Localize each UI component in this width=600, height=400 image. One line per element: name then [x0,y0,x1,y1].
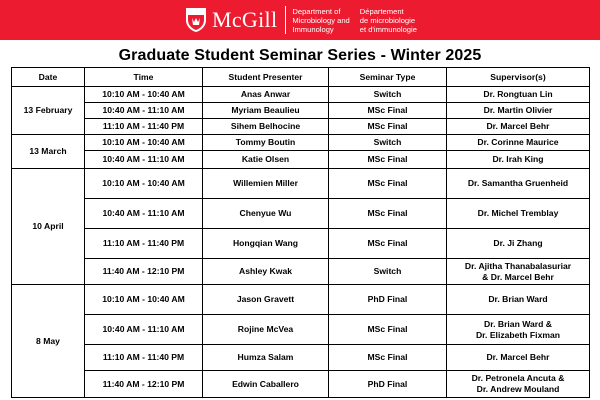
supervisor-cell [447,199,590,229]
supervisor-name: Dr. Irah King [492,154,544,164]
time-cell: 10:40 AM - 11:10 AM [85,315,203,345]
presenter-cell: Myriam Beaulieu [203,103,329,119]
presenter-cell: Hongqian Wang [203,229,329,259]
date-cell: 13 March [12,135,85,169]
department-name-en: Department of Microbiology and Immunology [292,6,350,34]
presenter-cell: Sihem Belhocine [203,119,329,135]
table-row [12,151,590,169]
supervisor-cell [447,87,590,103]
supervisor-name: Dr. Elizabeth Fixman [475,329,561,340]
date-cell: 10 April [12,169,85,285]
column-header-supervisors: Supervisor(s) [447,68,590,87]
supervisor-name: Dr. Samantha Gruenheid [467,178,569,188]
supervisor-cell [447,151,590,169]
supervisor-name: Dr. Marcel Behr [486,352,550,362]
supervisor-cell [447,169,590,199]
presenter-cell: Rojine McVea [203,315,329,345]
supervisor-name: Dr. Martin Olivier [483,105,553,115]
table-row [12,315,590,345]
header-banner [0,0,600,40]
time-cell: 11:10 AM - 11:40 PM [85,229,203,259]
supervisor-cell [447,259,590,285]
supervisor-cell [447,315,590,345]
seminar-type-cell: MSc Final [329,169,447,199]
seminar-schedule-table [11,67,590,398]
presenter-cell: Ashley Kwak [203,259,329,285]
presenter-cell: Willemien Miller [203,169,329,199]
time-cell: 10:10 AM - 10:40 AM [85,169,203,199]
supervisor-name: Dr. Rongtuan Lin [483,89,553,99]
presenter-cell: Katie Olsen [203,151,329,169]
date-cell: 8 May [12,285,85,398]
supervisor-cell [447,285,590,315]
seminar-type-cell: MSc Final [329,103,447,119]
seminar-type-cell: PhD Final [329,371,447,398]
time-cell: 11:40 AM - 12:10 PM [85,259,203,285]
seminar-type-cell: MSc Final [329,315,447,345]
supervisor-name: & Dr. Marcel Behr [482,271,554,282]
seminar-type-cell: Switch [329,87,447,103]
supervisor-name: Dr. Petronela Ancuta & [471,373,565,383]
column-header-presenter: Student Presenter [203,68,329,87]
seminar-type-cell: MSc Final [329,199,447,229]
supervisor-name: Dr. Andrew Mouland [476,384,560,394]
table-row [12,87,590,103]
seminar-type-cell: MSc Final [329,151,447,169]
time-cell: 10:10 AM - 10:40 AM [85,87,203,103]
table-row [12,103,590,119]
seminar-type-cell: Switch [329,135,447,151]
table-row [12,371,590,398]
seminar-type-cell: Switch [329,259,447,285]
supervisor-name: Dr. Brian Ward [488,294,548,304]
time-cell: 10:40 AM - 11:10 AM [85,151,203,169]
table-body [12,87,590,398]
table-header-row [12,68,590,87]
supervisor-name: Dr. Marcel Behr [486,121,550,131]
supervisor-name: Dr. Ji Zhang [493,238,543,248]
supervisor-cell [447,135,590,151]
supervisor-cell [447,371,590,398]
supervisor-name: Dr. Corinne Maurice [477,137,559,147]
seminar-type-cell: MSc Final [329,345,447,371]
table-row [12,135,590,151]
time-cell: 10:10 AM - 10:40 AM [85,135,203,151]
page-title: Graduate Student Seminar Series - Winter 2025 [118,47,482,64]
seminar-type-cell: PhD Final [329,285,447,315]
table-row [12,169,590,199]
column-header-seminar-type: Seminar Type [329,68,447,87]
table-row [12,285,590,315]
presenter-cell: Anas Anwar [203,87,329,103]
seminar-type-cell: MSc Final [329,119,447,135]
column-header-time: Time [85,68,203,87]
column-header-date: Date [12,68,85,87]
department-name-fr: Département de microbiologie et d'immunologie [359,6,417,34]
mcgill-logo [185,6,427,34]
presenter-cell: Chenyue Wu [203,199,329,229]
table-row [12,229,590,259]
mcgill-crest-icon [185,7,207,33]
supervisor-cell [447,103,590,119]
logo-wordmark: McGill [212,7,278,32]
table-row [12,259,590,285]
presenter-cell: Edwin Caballero [203,371,329,398]
supervisor-cell [447,229,590,259]
date-cell: 13 February [12,87,85,135]
presenter-cell: Jason Gravett [203,285,329,315]
supervisor-cell [447,119,590,135]
presenter-cell: Tommy Boutin [203,135,329,151]
table-row [12,199,590,229]
presenter-cell: Humza Salam [203,345,329,371]
seminar-type-cell: MSc Final [329,229,447,259]
time-cell: 10:40 AM - 11:10 AM [85,199,203,229]
time-cell: 10:40 AM - 11:10 AM [85,103,203,119]
table-row [12,345,590,371]
time-cell: 11:40 AM - 12:10 PM [85,371,203,398]
supervisor-cell [447,345,590,371]
time-cell: 10:10 AM - 10:40 AM [85,285,203,315]
supervisor-name: Dr. Brian Ward & [484,318,552,329]
logo-divider [285,6,286,34]
time-cell: 11:10 AM - 11:40 PM [85,119,203,135]
supervisor-name: Dr. Ajitha Thanabalasuriar [464,260,572,271]
time-cell: 11:10 AM - 11:40 PM [85,345,203,371]
table-row [12,119,590,135]
supervisor-name: Dr. Michel Tremblay [477,208,559,218]
